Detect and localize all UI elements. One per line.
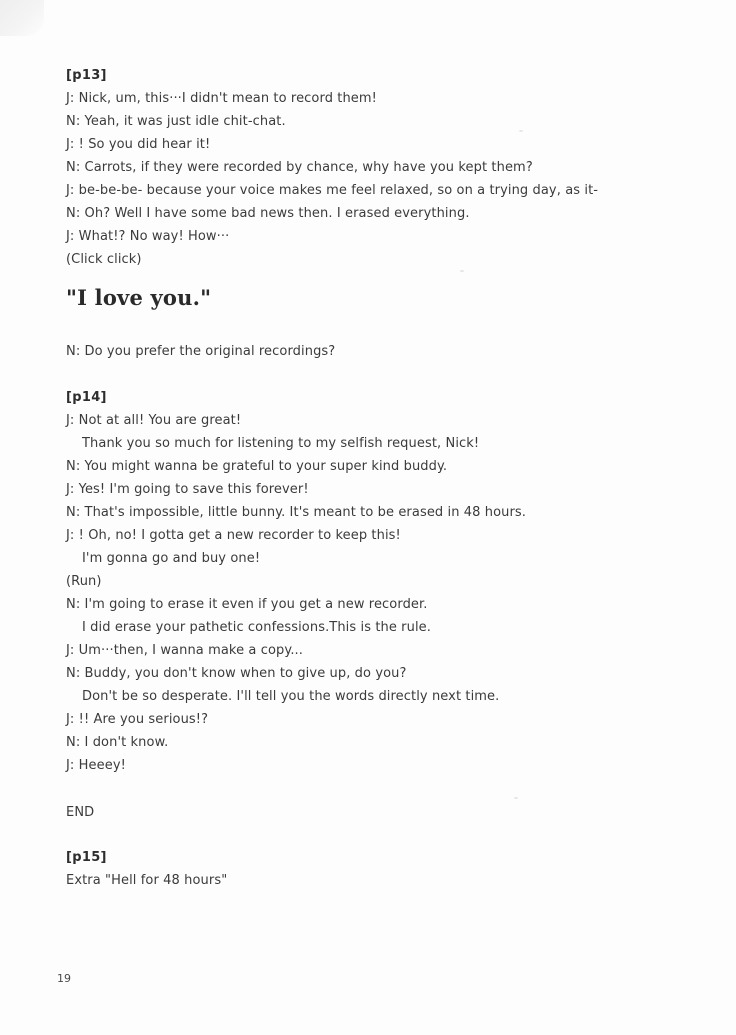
dialogue-line: N: I'm going to erase it even if you get a new recorder. [66, 597, 428, 612]
dialogue-line: J: Heeey! [66, 758, 126, 773]
dialogue-line: J: Nick, um, this···I didn't mean to record them! [66, 91, 377, 106]
dialogue-line: J: ! Oh, no! I gotta get a new recorder to keep this! [66, 528, 401, 543]
dialogue-line-indented: Thank you so much for listening to my selfish request, Nick! [82, 436, 480, 451]
dialogue-line: J: Um···then, I wanna make a copy... [66, 643, 304, 658]
page-marker: [p13] [66, 68, 107, 83]
dialogue-line: J: !! Are you serious!? [66, 712, 209, 727]
scan-corner-artifact [0, 0, 44, 36]
dialogue-line-indented: Don't be so desperate. I'll tell you the words directly next time. [82, 689, 500, 704]
spacer [66, 777, 700, 801]
dialogue-line: J: Not at all! You are great! [66, 413, 242, 428]
dialogue-line: (Click click) [66, 252, 142, 267]
dialogue-line: N: Carrots, if they were recorded by chance, why have you kept them? [66, 160, 533, 175]
dialogue-line: N: Yeah, it was just idle chit-chat. [66, 114, 286, 129]
dialogue-line-indented: I did erase your pathetic confessions.This is the rule. [82, 620, 432, 635]
dialogue-line: Extra "Hell for 48 hours" [66, 873, 228, 888]
dialogue-line: END [66, 805, 95, 820]
dialogue-line: N: I don't know. [66, 735, 169, 750]
dialogue-line: N: Buddy, you don't know when to give up, do you? [66, 666, 407, 681]
dialogue-line: (Run) [66, 574, 102, 589]
spacer [66, 824, 700, 846]
dialogue-line: N: Do you prefer the original recordings? [66, 344, 336, 359]
dialogue-line: J: be-be-be- because your voice makes me feel relaxed, so on a trying day, as it- [66, 183, 599, 198]
dialogue-line: J: Yes! I'm going to save this forever! [66, 482, 309, 497]
spacer [66, 312, 700, 340]
spacer [66, 363, 700, 386]
page-marker: [p14] [66, 390, 107, 405]
dialogue-line: N: Oh? Well I have some bad news then. I erased everything. [66, 206, 470, 221]
dialogue-line: N: That's impossible, little bunny. It's meant to be erased in 48 hours. [66, 505, 527, 520]
script-text-block [66, 64, 700, 892]
page-number: 19 [57, 972, 71, 985]
dialogue-line: J: ! So you did hear it! [66, 137, 211, 152]
dialogue-line: J: What!? No way! How··· [66, 229, 230, 244]
spacer [66, 271, 700, 284]
page-marker: [p15] [66, 850, 107, 865]
dialogue-line-indented: I'm gonna go and buy one! [82, 551, 261, 566]
section-heading: "I love you." [66, 285, 212, 310]
dialogue-line: N: You might wanna be grateful to your super kind buddy. [66, 459, 448, 474]
